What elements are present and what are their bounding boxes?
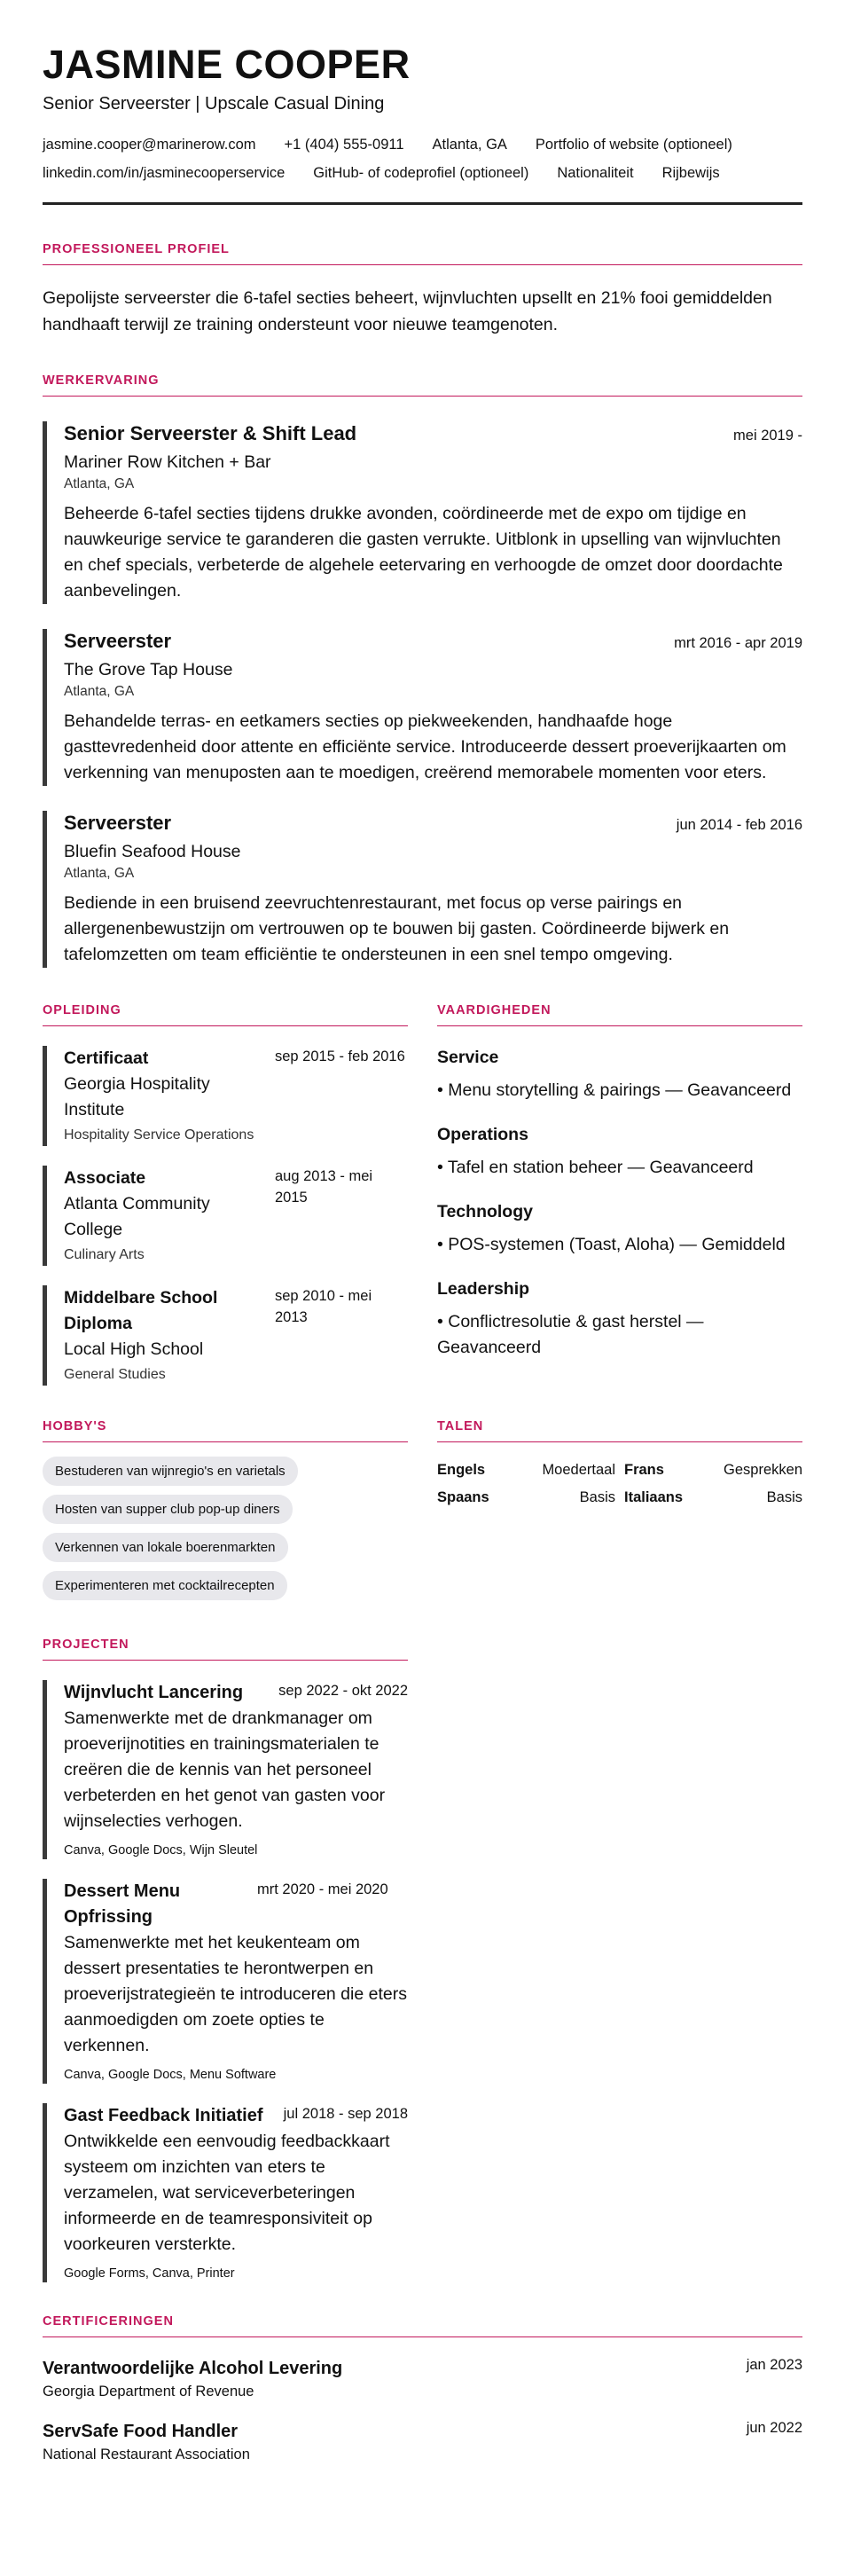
job-company: Mariner Row Kitchen + Bar <box>64 452 271 472</box>
project-tools: Canva, Google Docs, Wijn Sleutel <box>64 1843 258 1857</box>
project-description: Samenwerkte met de drankmanager om proeverijnotities en trainingsmaterialen te creëren die de kennis van het personeel verbeterden en het genot van gasten voor wijnselecties verhogen. <box>64 1708 386 1831</box>
language-name: Spaans <box>437 1489 489 1505</box>
resume-header <box>43 41 802 205</box>
section-title-skills: VAARDIGHEDEN <box>437 1003 802 1026</box>
education-skills-row <box>43 1003 802 1386</box>
job-company: Bluefin Seafood House <box>64 842 241 861</box>
project-item <box>43 1680 408 1859</box>
education-institution: Local High School <box>64 1339 204 1359</box>
education-date: sep 2015 - feb 2016 <box>275 1048 405 1064</box>
hobbies-languages-row <box>43 1419 802 1609</box>
language-list <box>437 1462 802 1506</box>
experience-item <box>43 629 802 786</box>
language-name: Frans <box>624 1462 664 1478</box>
section-title-languages: TALEN <box>437 1419 802 1442</box>
contact-github[interactable]: GitHub- of codeprofiel (optioneel) <box>313 165 529 181</box>
hobby-list <box>43 1457 408 1609</box>
skill-category: Operations <box>437 1125 528 1144</box>
education-item <box>43 1166 408 1266</box>
project-tools: Google Forms, Canva, Printer <box>64 2266 235 2281</box>
language-level: Basis <box>579 1489 615 1505</box>
job-location: Atlanta, GA <box>64 684 135 699</box>
job-date: jun 2014 - feb 2016 <box>676 817 802 833</box>
experience-section <box>43 373 802 968</box>
education-field: Culinary Arts <box>64 1247 145 1262</box>
certification-item <box>43 2357 802 2400</box>
skill-item: • POS-systemen (Toast, Aloha) — Gemiddeld <box>437 1235 786 1254</box>
certification-date: jan 2023 <box>746 2357 802 2373</box>
section-title-profile: PROFESSIONEEL PROFIEL <box>43 242 802 265</box>
candidate-headline: Senior Serveerster | Upscale Casual Dining <box>43 94 385 114</box>
language-item <box>437 1489 615 1506</box>
education-field: General Studies <box>64 1367 166 1382</box>
skills-section <box>437 1003 802 1386</box>
education-degree: Associate <box>64 1168 146 1188</box>
languages-section <box>437 1419 802 1609</box>
education-degree: Certificaat <box>64 1048 149 1068</box>
projects-section <box>43 1637 408 2282</box>
education-institution: Georgia Hospitality Institute <box>64 1074 210 1119</box>
experience-item <box>43 421 802 604</box>
skill-category: Leadership <box>437 1279 530 1299</box>
contact-location: Atlanta, GA <box>432 137 507 153</box>
header-divider <box>43 202 802 205</box>
section-title-education: OPLEIDING <box>43 1003 408 1026</box>
contact-portfolio[interactable]: Portfolio of website (optioneel) <box>535 137 732 153</box>
certifications-section <box>43 2314 802 2463</box>
project-description: Ontwikkelde een eenvoudig feedbackkaart systeem om inzichten van eters te verzamelen, wat serviceverbeteringen informeerde en de teamresponsiviteit op voorkeuren versterkte. <box>64 2132 390 2254</box>
project-name: Gast Feedback Initiatief <box>64 2106 263 2125</box>
profile-section <box>43 242 802 338</box>
job-title: Serveerster <box>64 630 172 652</box>
education-field: Hospitality Service Operations <box>64 1127 254 1143</box>
certification-name: Verantwoordelijke Alcohol Levering <box>43 2359 343 2378</box>
education-section <box>43 1003 408 1386</box>
job-location: Atlanta, GA <box>64 866 135 881</box>
language-item <box>437 1462 615 1479</box>
job-description: Bediende in een bruisend zeevruchtenrestaurant, met focus op verse pairings en allergenenbewustzijn om vertrouwen op te bouwen bij gasten. Coördineerde bijwerk en tafelomzetten om team efficiëntie te ondersteunen in een snel tempo omgeving. <box>64 893 730 964</box>
certification-issuer: Georgia Department of Revenue <box>43 2384 254 2399</box>
education-item <box>43 1285 408 1386</box>
language-name: Engels <box>437 1462 486 1478</box>
hobbies-section <box>43 1419 408 1609</box>
language-level: Basis <box>766 1489 802 1505</box>
section-title-experience: WERKERVARING <box>43 373 802 397</box>
language-level: Gesprekken <box>724 1462 802 1478</box>
job-company: The Grove Tap House <box>64 660 233 679</box>
skill-item: • Tafel en station beheer — Geavanceerd <box>437 1158 754 1177</box>
contact-info <box>43 135 802 183</box>
education-institution: Atlanta Community College <box>64 1194 210 1239</box>
language-item <box>624 1462 802 1479</box>
language-level: Moedertaal <box>542 1462 615 1478</box>
skill-item: • Conflictresolutie & gast herstel — Geavanceerd <box>437 1312 704 1357</box>
education-date: aug 2013 - mei 2015 <box>275 1168 373 1206</box>
job-date: mrt 2016 - apr 2019 <box>674 635 802 651</box>
job-location: Atlanta, GA <box>64 476 135 491</box>
project-item <box>43 1879 408 2084</box>
project-tools: Canva, Google Docs, Menu Software <box>64 2068 277 2082</box>
project-date: mrt 2020 - mei 2020 <box>257 1881 388 1897</box>
experience-item <box>43 811 802 968</box>
project-date: sep 2022 - okt 2022 <box>278 1683 408 1699</box>
job-title: Senior Serveerster & Shift Lead <box>64 422 357 444</box>
language-name: Italiaans <box>624 1489 684 1505</box>
project-item <box>43 2103 408 2282</box>
education-date: sep 2010 - mei 2013 <box>275 1288 372 1325</box>
project-name: Wijnvlucht Lancering <box>64 1683 244 1702</box>
project-date: jul 2018 - sep 2018 <box>283 2106 408 2122</box>
skill-category: Service <box>437 1048 499 1067</box>
job-description: Beheerde 6-tafel secties tijdens drukke avonden, coördineerde met de expo om tijdige en nauwkeurige service te garanderen die gasten verrukte. Uitblonk in upselling van wijnvluchten en chef specials, verbeterde de algehele eetervaring en verhoogde de omzet door doordachte aanbevelingen. <box>64 504 783 601</box>
hobby-chip: Bestuderen van wijnregio's en varietals <box>43 1457 298 1486</box>
certification-item <box>43 2420 802 2463</box>
profile-summary: Gepolijste serveerster die 6-tafel secties beheert, wijnvluchten upsellt en 21% fooi gemiddelden handhaaft terwijl ze training ondersteunt voor nieuwe teamgenoten. <box>43 288 772 334</box>
certification-name: ServSafe Food Handler <box>43 2422 239 2441</box>
section-title-projects: PROJECTEN <box>43 1637 408 1661</box>
skill-category: Technology <box>437 1202 533 1221</box>
education-degree: Middelbare School Diploma <box>64 1288 218 1333</box>
language-item <box>624 1489 802 1506</box>
hobby-chip: Hosten van supper club pop-up diners <box>43 1495 293 1524</box>
education-item <box>43 1046 408 1146</box>
hobby-chip: Verkennen van lokale boerenmarkten <box>43 1533 288 1562</box>
contact-nationality: Nationaliteit <box>557 165 634 181</box>
project-name: Dessert Menu Opfrissing <box>64 1881 181 1927</box>
certification-issuer: National Restaurant Association <box>43 2446 250 2462</box>
contact-license: Rijbewijs <box>661 165 720 181</box>
project-description: Samenwerkte met het keukenteam om dessert presentaties te herontwerpen en proeverijstrategieën te introduceren die eters aanmoedigden om zoete opties te verkennen. <box>64 1933 407 2055</box>
job-date: mei 2019 - <box>733 428 802 444</box>
job-description: Behandelde terras- en eetkamers secties op piekweekenden, handhaafde hoge gasttevredenheid door attente en efficiënte service. Introduceerde dessert proeverijkaarten om verkenning van menuposten aan te moedigen, creërend memorabele momenten voor eters. <box>64 711 786 782</box>
skill-item: • Menu storytelling & pairings — Geavanceerd <box>437 1080 792 1100</box>
contact-linkedin[interactable]: linkedin.com/in/jasminecooperservice <box>43 165 286 181</box>
certification-date: jun 2022 <box>746 2420 802 2436</box>
candidate-name: JASMINE COOPER <box>43 42 411 87</box>
contact-email[interactable]: jasmine.cooper@marinerow.com <box>43 137 256 153</box>
contact-phone[interactable]: +1 (404) 555-0911 <box>284 137 404 153</box>
section-title-certifications: CERTIFICERINGEN <box>43 2314 802 2337</box>
hobby-chip: Experimenteren met cocktailrecepten <box>43 1571 287 1600</box>
section-title-hobbies: HOBBY'S <box>43 1419 408 1442</box>
job-title: Serveerster <box>64 812 172 834</box>
